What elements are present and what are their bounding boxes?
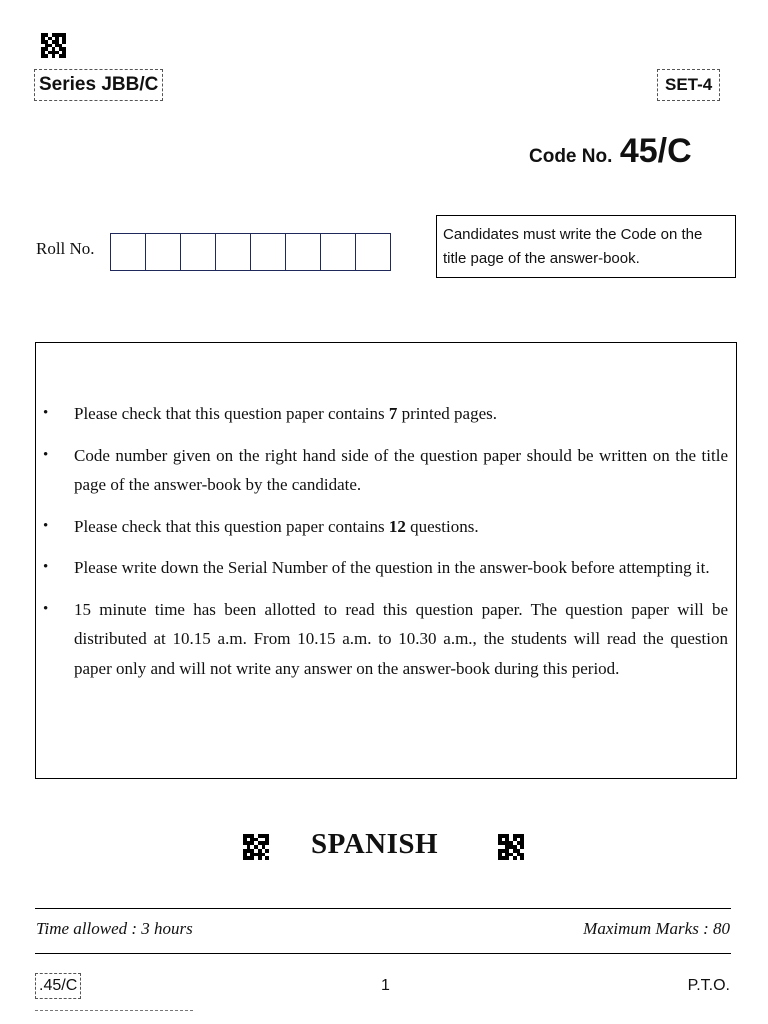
divider-bottom xyxy=(35,953,731,954)
instruction-item: • Please write down the Serial Number of the question in the answer-book before attempting it. xyxy=(36,553,728,583)
instructions-list xyxy=(36,399,728,695)
instruction-item: • Please check that this question paper contains 7 printed pages. xyxy=(36,399,728,429)
divider-top xyxy=(35,908,731,909)
instruction-item: • Code number given on the right hand side of the question paper should be written on the title page of the answer-book by the candidate. xyxy=(36,441,728,500)
qr-code-icon xyxy=(243,834,269,860)
qr-code-icon xyxy=(41,33,66,58)
instruction-item: • 15 minute time has been allotted to read this question paper. The question paper will be distributed at 10.15 a.m. From 10.15 a.m. to 10.30 a.m., the students will read the question paper only and will not write any answer on the answer-book during this period. xyxy=(36,595,728,684)
roll-digit-box[interactable] xyxy=(250,233,286,271)
roll-digit-box[interactable] xyxy=(285,233,321,271)
footer-code: .45/C xyxy=(35,973,81,999)
pto-label: P.T.O. xyxy=(687,977,730,994)
roll-digit-box[interactable] xyxy=(355,233,391,271)
code-label: Code No. xyxy=(529,146,613,167)
code-notice-box: Candidates must write the Code on the title page of the answer-book. xyxy=(436,215,736,278)
roll-no-label: Roll No. xyxy=(36,239,95,258)
bullet: • xyxy=(43,405,49,421)
roll-digit-box[interactable] xyxy=(180,233,216,271)
page-number: 1 xyxy=(381,977,390,994)
roll-digit-box[interactable] xyxy=(215,233,251,271)
bullet: • xyxy=(43,517,49,534)
roll-no-boxes[interactable] xyxy=(111,233,391,271)
instructions-box xyxy=(35,342,737,779)
roll-digit-box[interactable] xyxy=(145,233,181,271)
time-allowed: Time allowed : 3 hours xyxy=(36,919,193,938)
instruction-item: • Please check that this question paper contains 12 questions. xyxy=(36,512,728,542)
subject-title: SPANISH xyxy=(311,828,439,860)
series-label: Series JBB/C xyxy=(34,69,163,101)
bullet: • xyxy=(43,600,49,617)
qr-code-icon xyxy=(498,834,524,860)
set-label: SET-4 xyxy=(657,69,720,101)
roll-digit-box[interactable] xyxy=(320,233,356,271)
bullet: • xyxy=(43,559,49,575)
footer-underline xyxy=(35,1010,193,1011)
code-value: 45/C xyxy=(619,132,692,170)
roll-digit-box[interactable] xyxy=(110,233,146,271)
maximum-marks: Maximum Marks : 80 xyxy=(583,919,730,938)
code-number xyxy=(529,132,692,171)
bullet: • xyxy=(43,446,49,463)
